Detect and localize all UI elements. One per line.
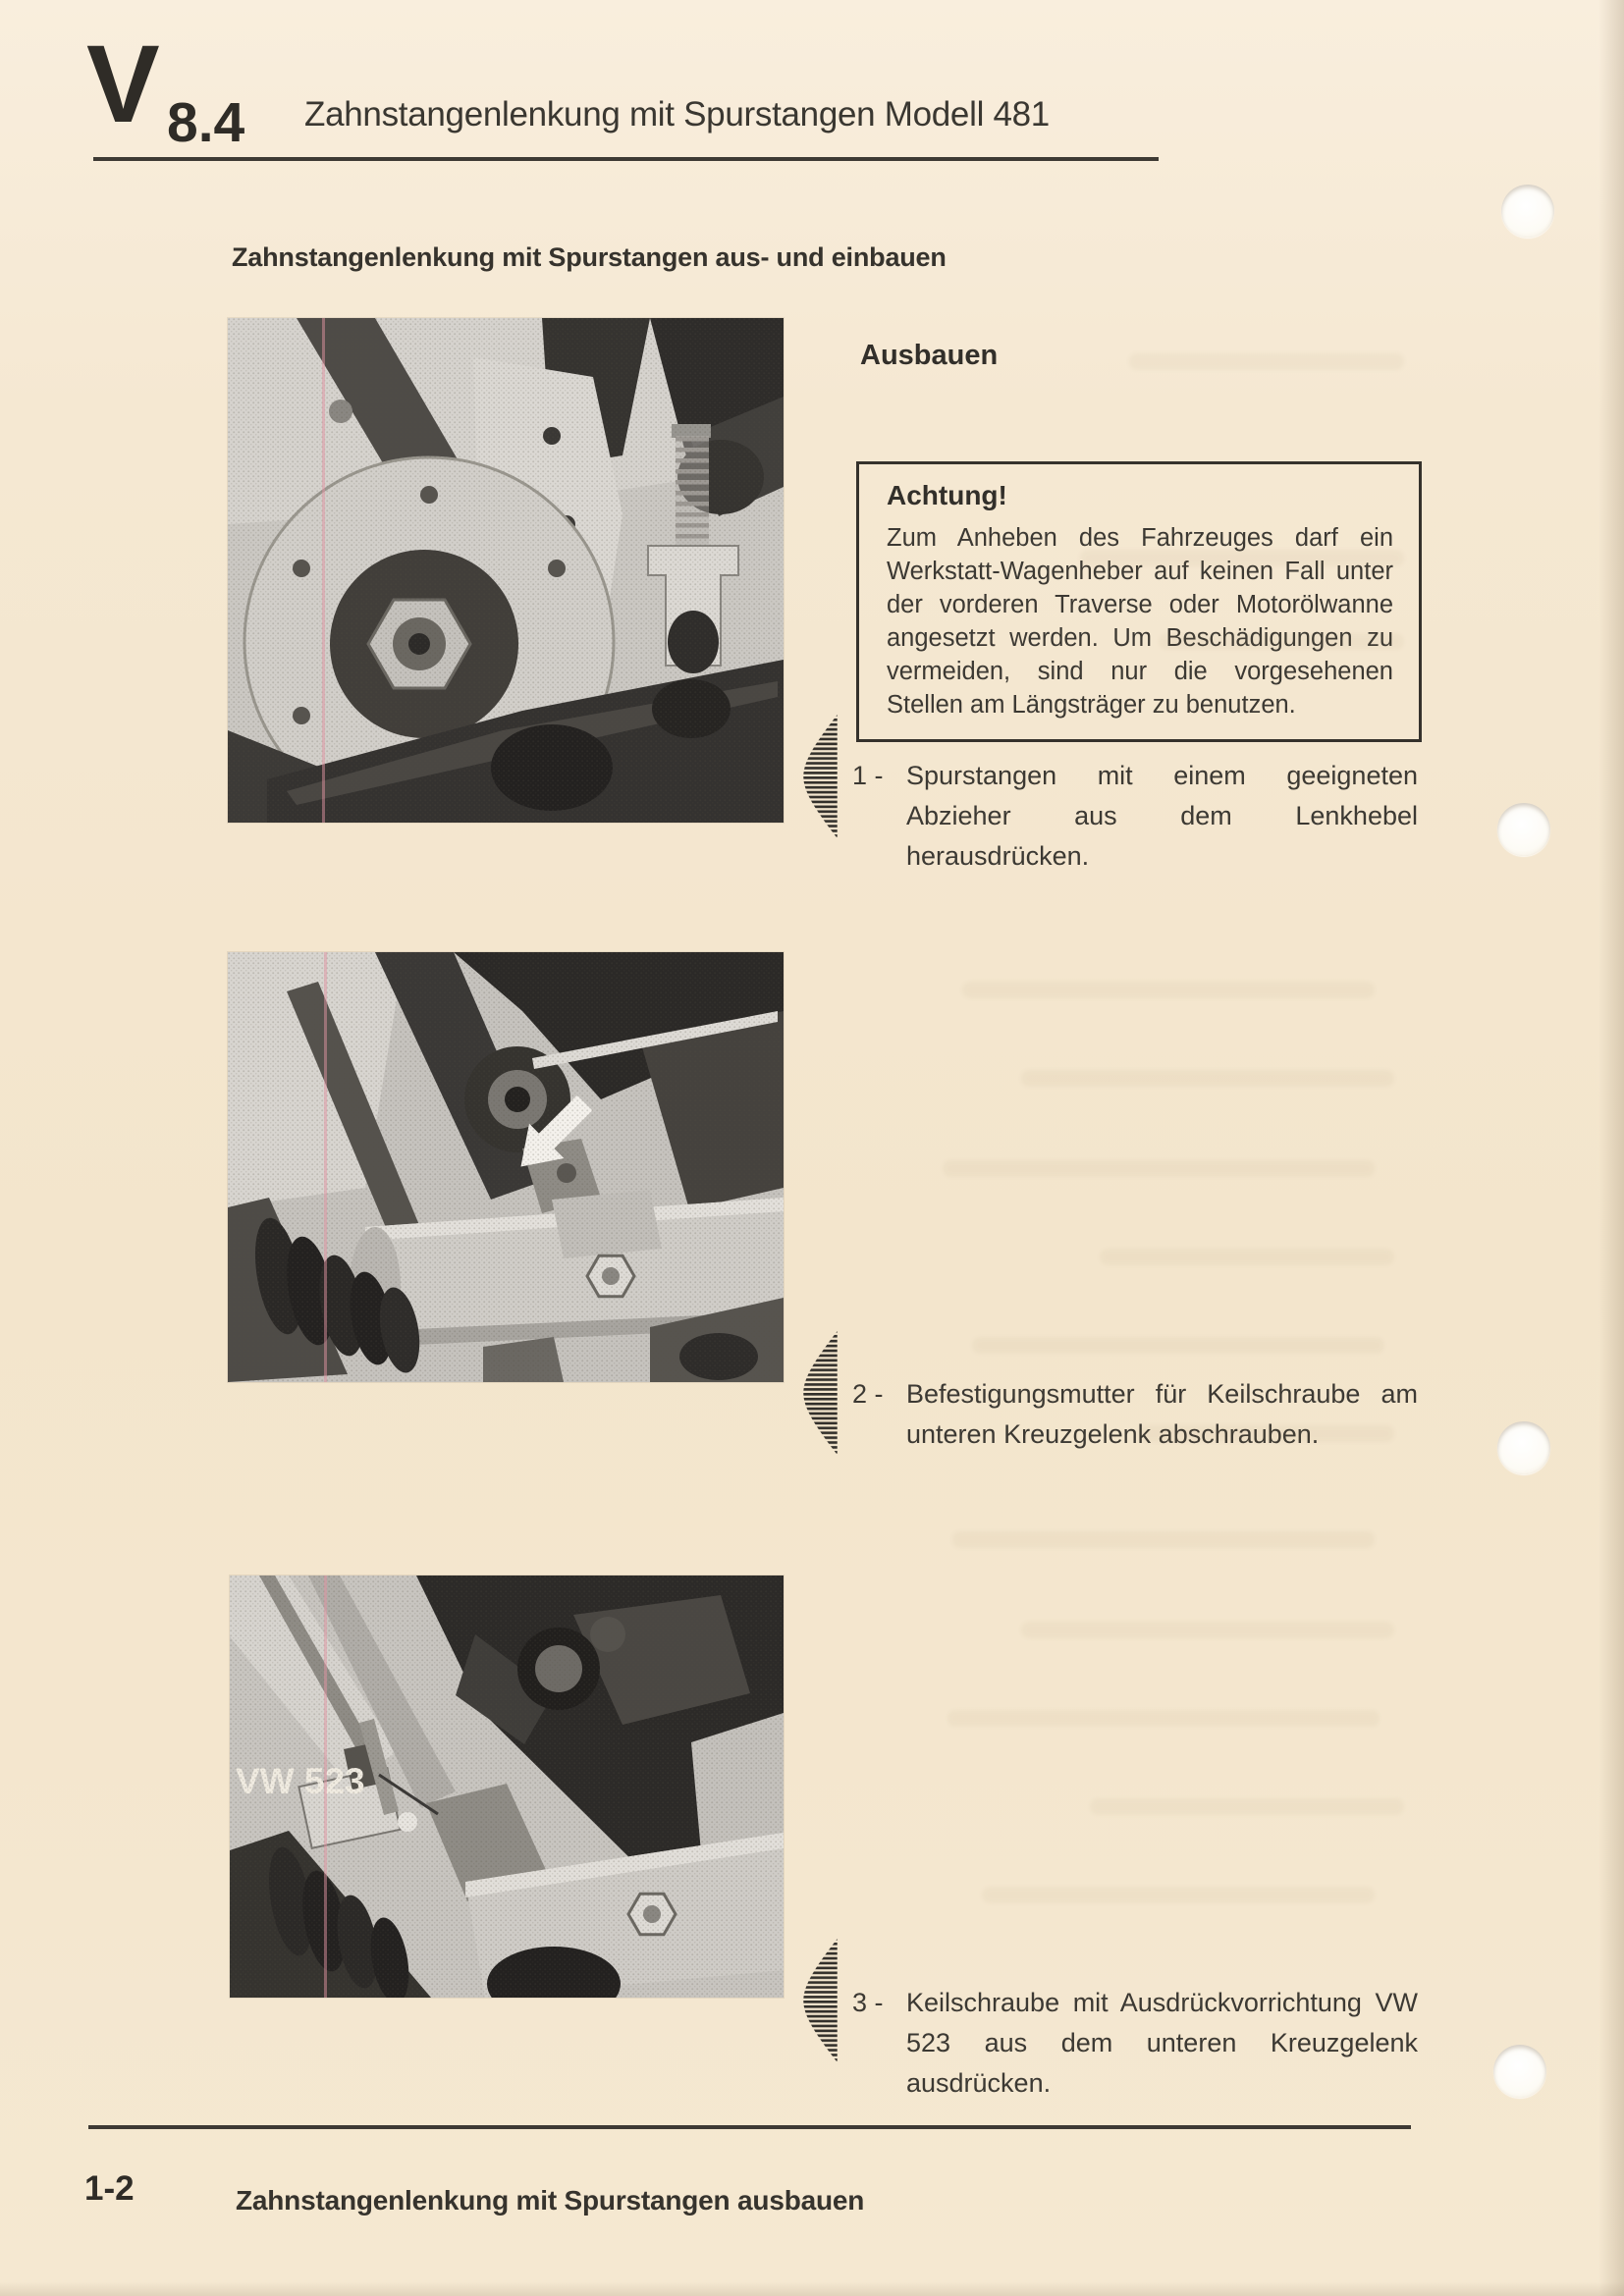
section-code: V <box>86 23 158 145</box>
scan-line <box>324 1575 327 1998</box>
page-title: Zahnstangenlenkung mit Spurstangen Modell 481 <box>304 95 1050 133</box>
footer-caption: Zahnstangenlenkung mit Spurstangen ausbauen <box>236 2185 865 2216</box>
bleed-through <box>972 1337 1384 1354</box>
punch-hole <box>1497 803 1550 856</box>
bleed-through <box>1021 1622 1394 1638</box>
step-item-3 <box>852 1983 1418 2104</box>
warning-box <box>856 461 1422 742</box>
footer-rule <box>88 2125 1411 2129</box>
page-edge-shade <box>1598 0 1624 2296</box>
punch-hole <box>1501 185 1554 238</box>
section-heading: Ausbauen <box>860 340 999 371</box>
page-number: 1-2 <box>84 2169 135 2208</box>
bleed-through <box>1159 633 1404 650</box>
bleed-through <box>1021 1070 1394 1087</box>
header-rule <box>93 157 1159 161</box>
bleed-through <box>1100 1249 1394 1265</box>
bleed-through <box>947 1710 1380 1727</box>
step-marker-icon <box>798 714 841 839</box>
step-number: 3 - <box>852 1988 884 2017</box>
photo-tie-rod-puller <box>228 318 784 823</box>
punch-hole <box>1497 1421 1550 1474</box>
step-item-1 <box>852 756 1418 877</box>
step-item-2 <box>852 1374 1418 1455</box>
step-number: 1 - <box>852 761 884 790</box>
warning-title: Achtung! <box>887 480 1007 510</box>
punch-hole <box>1493 2045 1546 2098</box>
bleed-through <box>982 1887 1375 1903</box>
step-marker-icon <box>798 1938 841 2063</box>
step-number: 2 - <box>852 1379 884 1409</box>
step-text: Spurstangen mit einem geeigneten Abzieher aus dem Lenkhebel herausdrücken. <box>906 761 1418 871</box>
step-text: Befestigungsmutter für Keilschraube am unteren Kreuzgelenk abschrauben. <box>906 1379 1418 1449</box>
photo-vw523-tool <box>230 1575 784 1998</box>
step-text: Keilschraube mit Ausdrückvorrichtung VW 523 aus dem unteren Kreuzgelenk ausdrücken. <box>906 1988 1418 2098</box>
page-subtitle: Zahnstangenlenkung mit Spurstangen aus- und einbauen <box>232 242 947 272</box>
scan-line <box>322 318 325 823</box>
bleed-through <box>1129 353 1404 370</box>
bleed-through <box>1139 1425 1394 1442</box>
section-number: 8.4 <box>167 91 245 154</box>
page-edge-shade <box>0 2282 1624 2296</box>
bleed-through <box>1080 550 1404 566</box>
bleed-through <box>952 1531 1375 1548</box>
photo-universal-joint <box>228 952 784 1382</box>
step-marker-icon <box>798 1330 841 1456</box>
bleed-through <box>962 982 1375 998</box>
bleed-through <box>943 1160 1375 1177</box>
warning-body: Zum Anheben des Fahrzeuges darf ein Werkstatt-Wagenheber auf keinen Fall unter der vorderen Traverse oder Motorölwanne angesetzt werden. Um Beschädigungen zu vermeiden, sind nur die vorgesehenen Stellen am Längsträger zu benutzen. <box>887 524 1393 719</box>
bleed-through <box>1090 1798 1404 1815</box>
scan-line <box>324 952 327 1382</box>
